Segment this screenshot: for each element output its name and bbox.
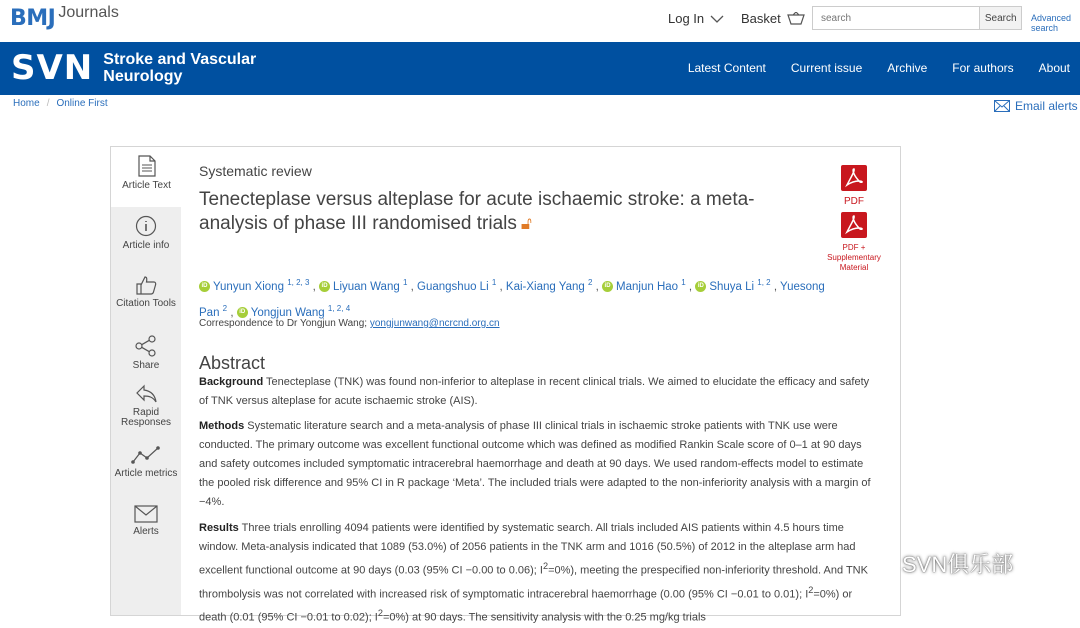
nav-archive[interactable]: Archive xyxy=(887,61,928,75)
tool-alerts[interactable] xyxy=(111,505,181,537)
journal-header xyxy=(0,42,1080,95)
tool-article-metrics[interactable] xyxy=(111,445,181,479)
author-affiliation: 1, 2 xyxy=(757,278,771,287)
pdf-icon xyxy=(841,212,867,238)
svn-logo-mark: SVN xyxy=(11,48,94,88)
tool-rapid-responses[interactable] xyxy=(111,384,181,428)
correspondence-prefix: Correspondence to Dr Yongjun Wang; xyxy=(199,318,368,329)
author-affiliation: 2 xyxy=(587,278,593,287)
correspondence xyxy=(199,318,500,329)
section-text: Three trials enrolling 4094 patients were identified by systematic search. All trials included AIS patients within 4.5 hours time window. Meta-analysis indicated that 1089 (53.0%) of 2056 patients in the TNK arm and 1016 (50.5%) of 2012 in the alteplase arm had excellent functional outcome at 90 days (0.03 (95% CI −0.00 to 0.06); I xyxy=(199,522,856,577)
section-text: =0%) at 90 days. The sensitivity analysis with the 0.25 mg/kg trials xyxy=(382,611,706,624)
top-bar xyxy=(0,0,1080,42)
search-form xyxy=(812,6,1022,30)
correspondence-email-link[interactable]: yongjunwang@ncrcnd.org.cn xyxy=(369,318,500,329)
email-alerts-label: Email alerts xyxy=(1015,99,1078,113)
orcid-icon: iD xyxy=(237,307,248,318)
pdf-label: PDF xyxy=(844,196,864,207)
orcid-icon: iD xyxy=(199,281,210,292)
thumbs-up-icon xyxy=(135,275,157,295)
author-link[interactable]: Guangshuo Li xyxy=(417,280,489,293)
author-affiliation: 1 xyxy=(681,278,686,287)
chevron-down-icon xyxy=(710,14,724,24)
author-affiliation: 2 xyxy=(222,303,228,313)
author-link[interactable]: Kai-Xiang Yang xyxy=(505,280,585,293)
section-label: Results xyxy=(199,522,239,534)
bmj-logo-journals: Journals xyxy=(58,4,119,21)
nav-current-issue[interactable]: Current issue xyxy=(790,61,863,75)
bmj-logo-mark: BMJ xyxy=(10,6,56,31)
orcid-icon: iD xyxy=(695,281,706,292)
orcid-icon: iD xyxy=(602,281,613,292)
author-affiliation: 1, 2, 3 xyxy=(287,278,310,287)
basket-label: Basket xyxy=(741,11,781,26)
basket-icon xyxy=(787,12,805,26)
watermark-text: SVN俱乐部 xyxy=(902,552,1014,577)
section-label: Background xyxy=(199,376,264,388)
tool-label: Article metrics xyxy=(114,468,178,479)
author-link[interactable]: Liyuan Wang xyxy=(333,280,400,293)
abstract-background xyxy=(199,373,871,411)
article-panel xyxy=(110,146,901,624)
share-icon xyxy=(135,335,157,357)
document-icon xyxy=(138,155,156,177)
main-nav xyxy=(688,61,1080,75)
orcid-icon: iD xyxy=(319,281,330,292)
superscript: 2 xyxy=(542,561,549,571)
tool-label: Article Text xyxy=(122,180,171,191)
section-text: =0%), meeting the prespecified non-inferiority threshold. And TNK thrombolysis was not correlated with increased risk of symptomatic intracerebral haemorrhage (0.00 (95% CI −0.01 to 0.01); I xyxy=(199,564,868,601)
advanced-search-link[interactable]: Advanced search xyxy=(1031,13,1072,33)
tool-label: Article info xyxy=(122,240,170,251)
article-type: Systematic review xyxy=(199,163,312,179)
search-button[interactable]: Search xyxy=(979,7,1021,29)
tool-label: Share xyxy=(132,360,160,371)
author-link[interactable]: Yunyun Xiong xyxy=(213,280,284,293)
superscript: 2 xyxy=(377,608,383,619)
tool-label: Citation Tools xyxy=(116,298,176,309)
author-affiliation: 1 xyxy=(491,278,497,287)
superscript: 2 xyxy=(808,584,814,595)
tool-article-text[interactable] xyxy=(111,147,182,207)
article-tools-sidebar xyxy=(111,147,181,615)
reply-icon xyxy=(135,384,157,404)
nav-for-authors[interactable]: For authors xyxy=(952,61,1014,75)
svn-logo[interactable] xyxy=(11,48,263,88)
tool-article-info[interactable] xyxy=(111,215,181,251)
envelope-icon xyxy=(994,100,1010,112)
section-text: Systematic literature search and a meta-analysis of phase III clinical trials in ischaemic stroke patients with TNK use were conducted. The primary outcome was excellent functional outcome which was defined as modified Rankin Scale score of 0–1 at 90 days and safety outcomes included symptomatic intracerebral haemorrhage and death at 90 days. We used random-effects model to estimate the pooled risk difference and 95% CI in R package ‘Meta’. The included trials were adapted to the non-inferiority analysis with a margin of −4%. xyxy=(199,420,871,508)
section-text: Tenecteplase (TNK) was found non-inferior to alteplase in recent clinical trials. We aimed to elucidate the efficacy and safety of TNK versus alteplase for acute ischaemic stroke (AIS). xyxy=(199,376,870,407)
pdf-supplementary-button[interactable] xyxy=(821,212,887,273)
tool-share[interactable] xyxy=(111,335,181,371)
journal-name: Stroke and Vascular Neurology xyxy=(103,51,257,85)
pdf-icon xyxy=(841,165,867,191)
pdf-supp-label: PDF + Supplementary Material xyxy=(827,243,881,272)
author-affiliation: 1, 2, 4 xyxy=(327,303,351,313)
breadcrumb xyxy=(13,98,108,109)
abstract-heading: Abstract xyxy=(199,353,266,373)
section-text: =0%) or death (0.01 (95% CI −0.01 to 0.02); I xyxy=(199,588,853,624)
wechat-watermark xyxy=(868,548,1013,579)
abstract-methods xyxy=(199,417,871,512)
author-list: iD Yunyun Xiong $^{1, 2, 3}$ , iD Liyuan Wang $^1$ , Guangshuo Li $^1$ , Kai-Xiang Yang $^2$ , iD Manjun Hao $^1$ , iD Shuya Li $^{1, 2}$ , Yuesong Pan $^2$ , iD Yongjun Wang $^{1, 2, 4}$ xyxy=(199,278,825,319)
author-link[interactable]: Yongjun Wang xyxy=(250,306,325,319)
basket-link[interactable] xyxy=(741,11,805,26)
metrics-icon xyxy=(131,445,161,465)
wechat-icon xyxy=(868,550,902,578)
author-link[interactable]: Manjun Hao xyxy=(616,280,679,293)
nav-latest-content[interactable]: Latest Content xyxy=(687,61,766,75)
info-icon xyxy=(135,215,157,237)
abstract-results xyxy=(199,519,871,628)
tool-label: Alerts xyxy=(133,526,159,537)
pdf-download-button[interactable] xyxy=(832,165,876,207)
author-link[interactable]: Yuesong Pan xyxy=(199,280,825,319)
login-link[interactable] xyxy=(668,11,724,26)
login-label: Log In xyxy=(668,11,705,26)
bmj-journals-logo[interactable] xyxy=(10,4,119,34)
article-title xyxy=(199,188,789,236)
nav-about[interactable]: About xyxy=(1038,61,1070,75)
breadcrumb-online-first[interactable]: Online First xyxy=(56,98,108,109)
tool-citation-tools[interactable] xyxy=(111,275,181,309)
envelope-icon xyxy=(134,505,158,523)
article-title-text: Tenecteplase versus alteplase for acute ischaemic stroke: a meta-analysis of phase III randomised trials xyxy=(199,189,755,234)
search-input[interactable] xyxy=(813,7,979,29)
tool-label: Rapid Responses xyxy=(120,407,172,428)
author-affiliation: 1 xyxy=(402,278,408,287)
open-access-icon: 🔓︎ xyxy=(520,214,532,233)
section-label: Methods xyxy=(199,420,245,432)
email-alerts-link[interactable] xyxy=(994,99,1078,113)
author-link[interactable]: Shuya Li xyxy=(709,280,755,293)
breadcrumb-separator: / xyxy=(46,98,50,109)
breadcrumb-home[interactable]: Home xyxy=(13,98,40,109)
